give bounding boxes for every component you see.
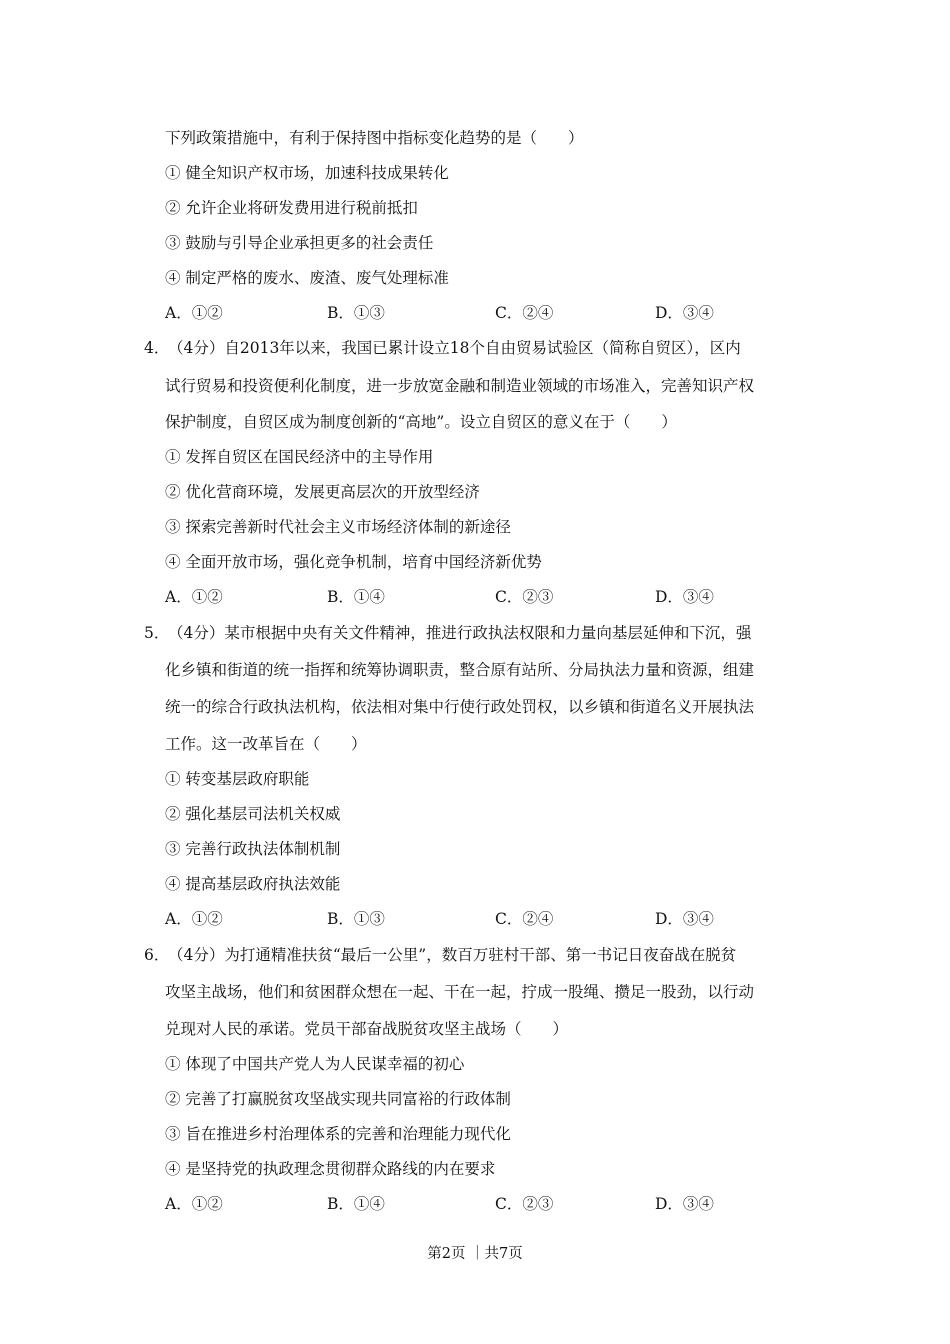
- q6-choices: [165, 1193, 805, 1215]
- q6-choice-d[interactable]: D．③④: [655, 1195, 714, 1213]
- q6-option-3: ③ 旨在推进乡村治理体系的完善和治理能力现代化: [165, 1125, 511, 1143]
- q3-option-4: ④ 制定严格的废水、废渣、废气处理标准: [165, 269, 449, 287]
- q3-option-3: ③ 鼓励与引导企业承担更多的社会责任: [165, 234, 434, 252]
- q6-option-2: ② 完善了打赢脱贫攻坚战实现共同富裕的行政体制: [165, 1090, 511, 1108]
- q4-stem-line-2: 试行贸易和投资便利化制度，进一步放宽金融和制造业领域的市场准入，完善知识产权: [165, 377, 755, 395]
- q3-choice-b[interactable]: B．①③: [327, 304, 385, 322]
- q5-choices: [165, 908, 805, 930]
- q5-choice-c[interactable]: C．②④: [495, 910, 554, 928]
- q3-choices: [165, 302, 805, 324]
- q4-option-4: ④ 全面开放市场，强化竞争机制，培育中国经济新优势: [165, 553, 542, 571]
- q5-option-3: ③ 完善行政执法体制机制: [165, 840, 341, 858]
- q4-stem-line-1: [144, 337, 741, 359]
- q5-option-4: ④ 提高基层政府执法效能: [165, 875, 341, 893]
- q6-choice-a[interactable]: A．①②: [165, 1195, 223, 1213]
- q4-choice-c[interactable]: C．②③: [495, 588, 554, 606]
- q6-choice-b[interactable]: B．①④: [327, 1195, 385, 1213]
- q4-choice-d[interactable]: D．③④: [655, 588, 714, 606]
- q4-stem-line-3: 保护制度，自贸区成为制度创新的“高地”。设立自贸区的意义在于（ ）: [165, 413, 677, 431]
- q6-option-4: ④ 是坚持党的执政理念贯彻群众路线的内在要求: [165, 1160, 496, 1178]
- q5-stem-line-1: [144, 622, 751, 644]
- q4-option-1: ① 发挥自贸区在国民经济中的主导作用: [165, 448, 434, 466]
- q5-choice-b[interactable]: B．①③: [327, 910, 385, 928]
- q6-stem-line-2: 攻坚主战场，他们和贫困群众想在一起、干在一起，拧成一股绳、攒足一股劲，以行动: [165, 983, 755, 1001]
- q3-stem-line-1: 下列政策措施中，有利于保持图中指标变化趋势的是（ ）: [165, 129, 584, 147]
- q6-stem-text-1: （4分）为打通精准扶贫“最后一公里”，数百万驻村干部、第一书记日夜奋战在脱贫: [168, 946, 737, 964]
- q4-option-2: ② 优化营商环境，发展更高层次的开放型经济: [165, 483, 480, 501]
- page-footer: 第2页 ｜共7页: [427, 1246, 523, 1262]
- q4-choice-a[interactable]: A．①②: [165, 588, 223, 606]
- q6-stem-line-3: 兑现对人民的承诺。党员干部奋战脱贫攻坚主战场（ ）: [165, 1020, 569, 1038]
- q3-choice-a[interactable]: A．①②: [165, 304, 223, 322]
- q6-choice-c[interactable]: C．②③: [495, 1195, 554, 1213]
- q5-choice-d[interactable]: D．③④: [655, 910, 714, 928]
- q5-number: 5．: [144, 624, 170, 642]
- q4-number: 4．: [144, 339, 170, 357]
- q3-option-1: ① 健全知识产权市场，加速科技成果转化: [165, 164, 449, 182]
- q6-stem-line-1: [144, 944, 736, 966]
- q4-choices: [165, 586, 805, 608]
- q3-option-2: ② 允许企业将研发费用进行税前抵扣: [165, 199, 418, 217]
- q3-choice-d[interactable]: D．③④: [655, 304, 714, 322]
- q5-stem-text-1: （4分）某市根据中央有关文件精神，推进行政执法权限和力量向基层延伸和下沉，强: [168, 624, 752, 642]
- q5-stem-line-3: 统一的综合行政执法机构，依法相对集中行使行政处罚权，以乡镇和街道名义开展执法: [165, 698, 755, 716]
- q5-option-2: ② 强化基层司法机关权威: [165, 805, 341, 823]
- q3-choice-c[interactable]: C．②④: [495, 304, 554, 322]
- q6-option-1: ① 体现了中国共产党人为人民谋幸福的初心: [165, 1055, 465, 1073]
- q5-choice-a[interactable]: A．①②: [165, 910, 223, 928]
- q4-stem-text-1: （4分）自2013年以来，我国已累计设立18个自由贸易试验区（简称自贸区），区内: [168, 339, 741, 357]
- q5-stem-line-2: 化乡镇和街道的统一指挥和统筹协调职责，整合原有站所、分局执法力量和资源，组建: [165, 661, 755, 679]
- q4-option-3: ③ 探索完善新时代社会主义市场经济体制的新途径: [165, 518, 511, 536]
- q4-choice-b[interactable]: B．①④: [327, 588, 385, 606]
- q5-stem-line-4: 工作。这一改革旨在（ ）: [165, 735, 367, 753]
- q6-number: 6．: [144, 946, 170, 964]
- q5-option-1: ① 转变基层政府职能: [165, 770, 310, 788]
